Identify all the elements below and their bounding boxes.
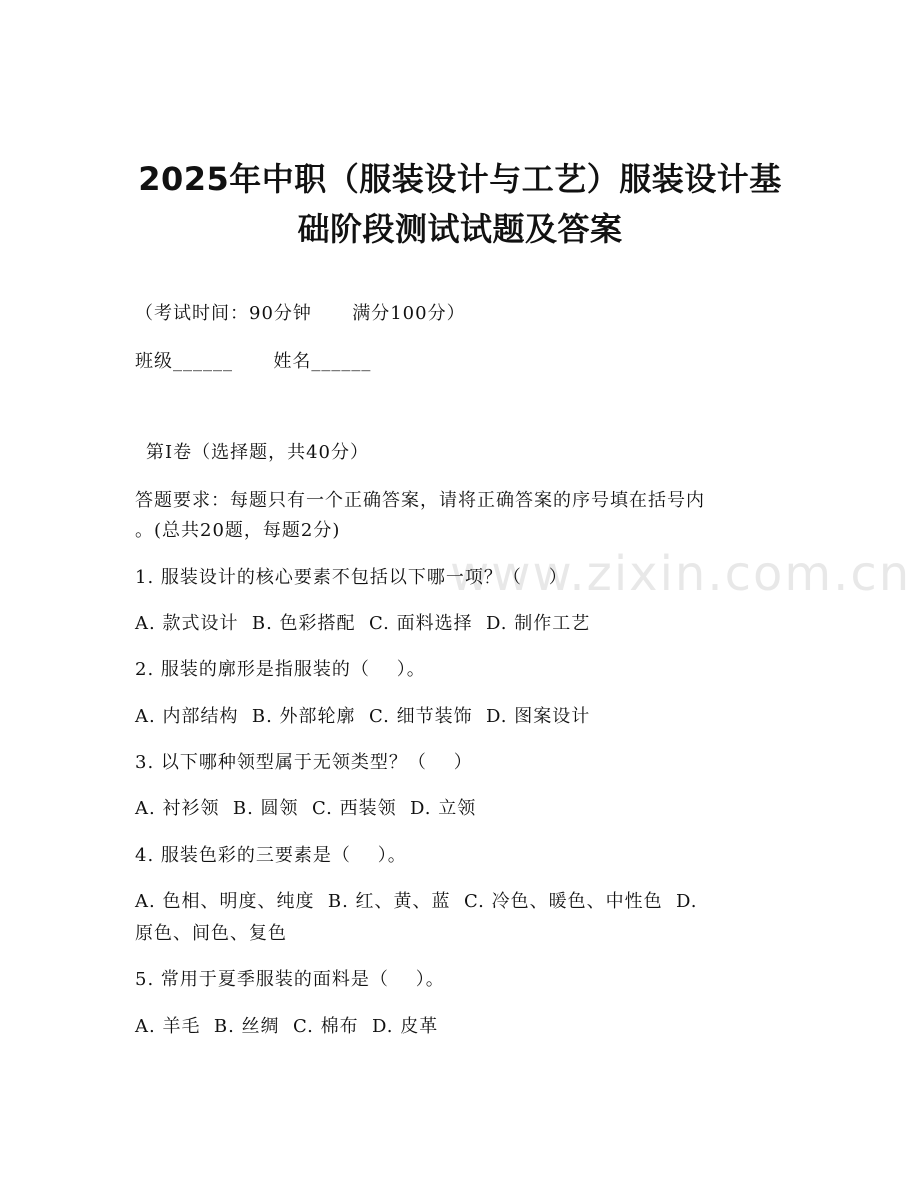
question-2-options: A. 内部结构 B. 外部轮廓 C. 细节装饰 D. 图案设计	[135, 706, 591, 727]
question-4-options-line1: A. 色相、明度、纯度 B. 红、黄、蓝 C. 冷色、暖色、中性色 D.	[135, 891, 698, 912]
question-3-options: A. 衬衫领 B. 圆领 C. 西装领 D. 立领	[135, 798, 477, 819]
question-1-stem: 1. 服装设计的核心要素不包括以下哪一项？（ ）	[135, 567, 568, 588]
question-5-stem: 5. 常用于夏季服装的面料是（ ）。	[135, 969, 445, 990]
section-title: 第Ⅰ卷（选择题，共40分）	[146, 442, 370, 463]
question-1-options: A. 款式设计 B. 色彩搭配 C. 面料选择 D. 制作工艺	[135, 613, 591, 634]
question-4-stem: 4. 服装色彩的三要素是（ ）。	[135, 845, 407, 866]
question-2-stem: 2. 服装的廓形是指服装的（ ）。	[135, 659, 426, 680]
watermark: www.zixin.com.cn	[450, 546, 912, 602]
question-3-stem: 3. 以下哪种领型属于无领类型？（ ）	[135, 752, 473, 773]
class-name-line: 班级______ 姓名______	[135, 351, 372, 372]
document-title-line1: 2025年中职（服装设计与工艺）服装设计基	[138, 160, 782, 198]
document-title-line2: 础阶段测试试题及答案	[297, 210, 623, 248]
instructions-line2: 。(总共20题，每题2分)	[135, 520, 341, 541]
question-5-options: A. 羊毛 B. 丝绸 C. 棉布 D. 皮革	[135, 1016, 439, 1037]
question-4-options-line2: 原色、间色、复色	[135, 923, 287, 944]
instructions-line1: 答题要求：每题只有一个正确答案，请将正确答案的序号填在括号内	[135, 490, 705, 511]
exam-info: （考试时间：90分钟 满分100分）	[135, 303, 466, 324]
